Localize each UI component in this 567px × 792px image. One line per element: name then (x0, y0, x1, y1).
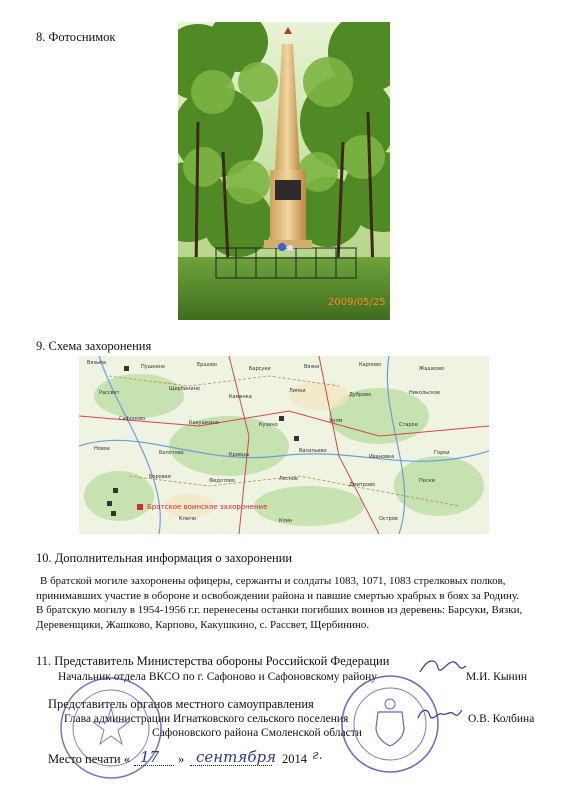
month-underline (190, 765, 272, 766)
map-village-label: Лесное (279, 476, 298, 482)
mo-position: Начальник отдела ВКСО по г. Сафоново и Сафоновскому району (58, 671, 378, 683)
map-village-label: Остров (379, 516, 398, 522)
map-village-label: Жашково (419, 366, 445, 372)
map-village-label: Федотово (209, 478, 235, 484)
stamp-year-suffix: г. (312, 748, 323, 763)
map-village-label: Дмитрово (349, 482, 376, 488)
map-village-label: Холм (329, 418, 343, 424)
photo-date-stamp: 2009/05/25 (328, 297, 386, 308)
map-village-label: Барсуки (249, 366, 271, 372)
map-village-label: Щербинино (169, 386, 200, 392)
section-8-title: 8. Фотоснимок (36, 30, 116, 44)
local-name: О.В. Колбина (468, 713, 535, 725)
stamp-year: 2014 (282, 752, 307, 766)
stamp-day: 17 (140, 748, 160, 766)
info-line: Деревенщики, Жашково, Карпово, Какушкино, с. Рассвет, Щербинино. (36, 618, 370, 631)
mo-name: М.И. Кынин (466, 671, 528, 683)
map-village-label: Клин (279, 518, 293, 524)
stamp-month: сентября (196, 748, 277, 766)
map-village-label: Каменка (229, 394, 252, 400)
map-village-label: Старое (399, 422, 418, 428)
info-line: В братскую могилу в 1954-1956 г.г. перенесены останки погибших воинов из деревень: Барсуки, Вязки, (36, 604, 523, 616)
map-village-label: Ивановка (369, 454, 395, 460)
map-village-label: Ключи (179, 516, 197, 522)
map-burial-label: Братское воинское захоронение (147, 503, 268, 511)
map-village-label: Кривцы (229, 452, 250, 458)
map-village-label: Липки (289, 388, 306, 394)
map-village-label: Кузино (259, 422, 278, 428)
map-village-label: Никольское (409, 390, 441, 396)
map-village-label: Новое (94, 446, 110, 452)
local-position-1: Глава администрации Игнатковского сельского поселения (64, 713, 349, 725)
map-village-label: Болотово (159, 450, 184, 456)
section-11-title: 11. Представитель Министерства обороны Российской Федерации (36, 654, 390, 668)
map-village-label: Пушкино (141, 364, 165, 370)
map-village-label: Пески (419, 478, 435, 484)
section-9-title: 9. Схема захоронения (36, 339, 152, 353)
burial-scheme-map (79, 356, 489, 534)
map-village-label: Карпово (359, 362, 382, 368)
info-line: В братской могиле захоронены офицеры, сержанты и солдаты 1083, 1071, 1083 стрелковых полков, (40, 575, 506, 587)
map-village-label: Боровая (149, 474, 171, 480)
map-village-label: Какушкино (189, 420, 219, 426)
map-village-label: Вязки (304, 364, 320, 370)
additional-info-paragraph (36, 574, 546, 632)
map-village-label: Ершово (197, 362, 217, 368)
local-gov-heading: Представитель органов местного самоуправления (48, 697, 314, 711)
info-line: принимавших участие в обороне и освобождении района и павшие смертью храбрых в боях за Родину. (36, 589, 520, 602)
map-village-label: Сафоново (119, 416, 146, 422)
map-village-label: Горки (434, 450, 450, 456)
map-village-label: Васильево (299, 448, 327, 454)
map-village-label: Рассвет (99, 390, 120, 396)
stamp-close-quote: » (178, 752, 185, 766)
official-stamp-right (338, 672, 442, 776)
map-village-label: Дуброво (349, 392, 372, 398)
local-position-2: Сафоновского района Смоленской области (152, 727, 362, 739)
stamp-place-label: Место печати « (48, 752, 130, 766)
official-stamp-left (56, 670, 166, 786)
burial-marker-icon (137, 504, 143, 510)
memorial-photo (178, 22, 390, 320)
map-village-label: Вязьма (87, 360, 106, 366)
section-10-title: 10. Дополнительная информация о захоронении (36, 551, 293, 565)
day-underline (134, 765, 174, 766)
